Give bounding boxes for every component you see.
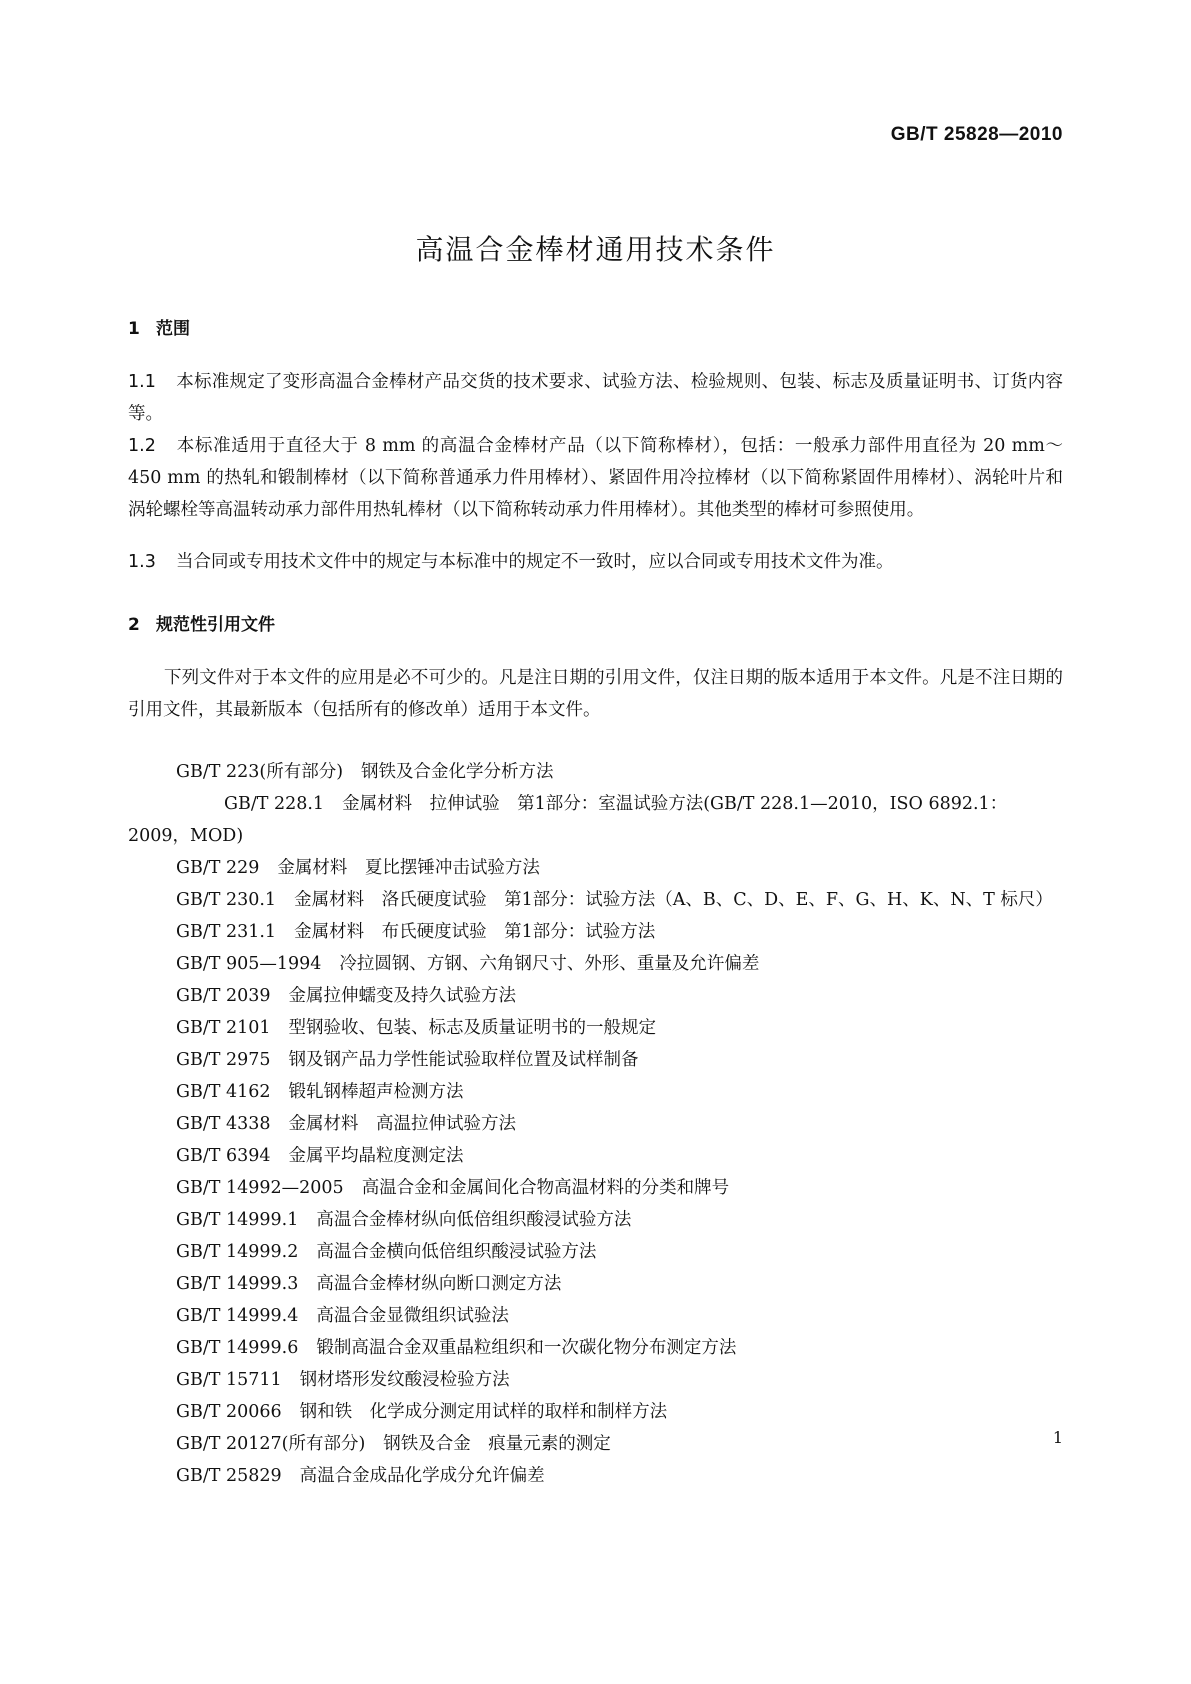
reference-code: GB/T 15711 — [176, 1370, 282, 1390]
reference-code: GB/T 20066 — [176, 1402, 282, 1422]
reference-item — [128, 916, 1063, 948]
reference-item — [128, 1428, 1063, 1460]
reference-code: GB/T 6394 — [176, 1146, 271, 1166]
reference-item — [128, 1140, 1063, 1172]
reference-title: 钢及钢产品力学性能试验取样位置及试样制备 — [288, 1050, 639, 1070]
clause-1-1 — [128, 366, 1063, 430]
reference-code: GB/T 14999.6 — [176, 1338, 299, 1358]
reference-code: GB/T 25829 — [176, 1466, 282, 1486]
reference-item — [128, 756, 1063, 788]
reference-title: 高温合金横向低倍组织酸浸试验方法 — [316, 1242, 597, 1262]
document-title: 高温合金棒材通用技术条件 — [415, 233, 776, 266]
reference-title: 锻制高温合金双重晶粒组织和一次碳化物分布测定方法 — [316, 1338, 737, 1358]
reference-title: 冷拉圆钢、方钢、六角钢尺寸、外形、重量及允许偏差 — [339, 954, 760, 974]
page-number: 1 — [1052, 1428, 1063, 1447]
reference-item — [128, 1300, 1063, 1332]
reference-code: GB/T 231.1 — [176, 922, 277, 942]
section-2-intro: 下列文件对于本文件的应用是必不可少的。凡是注日期的引用文件，仅注日期的版本适用于本文件。凡是不注日期的引用文件，其最新版本（包括所有的修改单）适用于本文件。 — [128, 668, 1063, 720]
reference-code: GB/T 4338 — [176, 1114, 271, 1134]
clause-number: 1.2 — [128, 436, 156, 456]
reference-item — [128, 1364, 1063, 1396]
section-title: 范围 — [156, 319, 190, 339]
reference-item — [128, 1044, 1063, 1076]
reference-item — [128, 1332, 1063, 1364]
normative-reference-list — [128, 756, 1063, 1492]
section-number: 2 — [128, 615, 140, 635]
reference-code: GB/T 223(所有部分) — [176, 762, 344, 782]
reference-code: GB/T 20127(所有部分) — [176, 1434, 366, 1454]
section-1-heading — [128, 314, 190, 339]
reference-title: 锻轧钢棒超声检测方法 — [288, 1082, 464, 1102]
reference-item — [128, 1236, 1063, 1268]
reference-item — [128, 1108, 1063, 1140]
reference-item — [128, 1172, 1063, 1204]
reference-item — [128, 1204, 1063, 1236]
clause-text: 本标准适用于直径大于 8 mm 的高温合金棒材产品（以下简称棒材），包括：一般承力部件用直径为 20 mm～450 mm 的热轧和锻制棒材（以下简称普通承力件用棒材）、紧固件用冷拉棒材（以下简称紧固件用棒材）、涡轮叶片和涡轮螺栓等高温转动承力部件用热轧棒材（以下简称转动承力件用棒材）。其他类型的棒材可参照使用。 — [128, 436, 1063, 520]
reference-item — [128, 948, 1063, 980]
reference-item — [128, 788, 1063, 852]
reference-item — [128, 1268, 1063, 1300]
reference-item — [128, 1012, 1063, 1044]
reference-title: 高温合金成品化学成分允许偏差 — [299, 1466, 545, 1486]
reference-code: GB/T 4162 — [176, 1082, 271, 1102]
reference-code: GB/T 14999.3 — [176, 1274, 299, 1294]
reference-title: 金属材料 拉伸试验 第1部分：室温试验方法(GB/T 228.1—2010，ISO 6892.1：2009，MOD) — [128, 794, 1008, 846]
reference-item — [128, 1396, 1063, 1428]
reference-title: 金属平均晶粒度测定法 — [288, 1146, 464, 1166]
reference-title: 钢铁及合金化学分析方法 — [361, 762, 554, 782]
reference-code: GB/T 905—1994 — [176, 954, 322, 974]
reference-item — [128, 1076, 1063, 1108]
reference-code: GB/T 2975 — [176, 1050, 271, 1070]
reference-title: 型钢验收、包装、标志及质量证明书的一般规定 — [288, 1018, 657, 1038]
reference-title: 金属材料 高温拉伸试验方法 — [288, 1114, 517, 1134]
reference-code: GB/T 14992—2005 — [176, 1178, 344, 1198]
reference-title: 钢和铁 化学成分测定用试样的取样和制样方法 — [299, 1402, 668, 1422]
reference-code: GB/T 229 — [176, 858, 260, 878]
clause-number: 1.3 — [128, 552, 156, 572]
clause-text: 当合同或专用技术文件中的规定与本标准中的规定不一致时，应以合同或专用技术文件为准。 — [176, 552, 894, 572]
reference-title: 高温合金和金属间化合物高温材料的分类和牌号 — [361, 1178, 730, 1198]
reference-title: 金属材料 洛氏硬度试验 第1部分：试验方法（A、B、C、D、E、F、G、H、K、N、T 标尺） — [294, 890, 1053, 910]
section-title: 规范性引用文件 — [156, 615, 275, 635]
clause-text: 本标准规定了变形高温合金棒材产品交货的技术要求、试验方法、检验规则、包装、标志及质量证明书、订货内容等。 — [128, 372, 1063, 424]
reference-title: 金属材料 布氏硬度试验 第1部分：试验方法 — [294, 922, 656, 942]
reference-code: GB/T 14999.2 — [176, 1242, 299, 1262]
reference-item — [128, 1460, 1063, 1492]
standard-code: GB/T 25828—2010 — [890, 124, 1063, 145]
reference-code: GB/T 14999.4 — [176, 1306, 299, 1326]
reference-title: 钢铁及合金 痕量元素的测定 — [383, 1434, 611, 1454]
reference-code: GB/T 230.1 — [176, 890, 277, 910]
reference-title: 高温合金棒材纵向低倍组织酸浸试验方法 — [316, 1210, 632, 1230]
reference-item — [128, 884, 1063, 916]
reference-code: GB/T 2101 — [176, 1018, 271, 1038]
reference-code: GB/T 228.1 — [224, 794, 325, 814]
reference-item — [128, 852, 1063, 884]
section-number: 1 — [128, 319, 140, 339]
reference-item — [128, 980, 1063, 1012]
reference-title: 高温合金显微组织试验法 — [316, 1306, 509, 1326]
reference-code: GB/T 2039 — [176, 986, 271, 1006]
reference-title: 金属拉伸蠕变及持久试验方法 — [288, 986, 517, 1006]
section-2-heading — [128, 610, 275, 635]
reference-title: 金属材料 夏比摆锤冲击试验方法 — [277, 858, 540, 878]
clause-1-2 — [128, 430, 1063, 526]
reference-code: GB/T 14999.1 — [176, 1210, 299, 1230]
reference-title: 高温合金棒材纵向断口测定方法 — [316, 1274, 562, 1294]
clause-number: 1.1 — [128, 372, 156, 392]
reference-title: 钢材塔形发纹酸浸检验方法 — [299, 1370, 510, 1390]
clause-1-3 — [128, 546, 1063, 578]
